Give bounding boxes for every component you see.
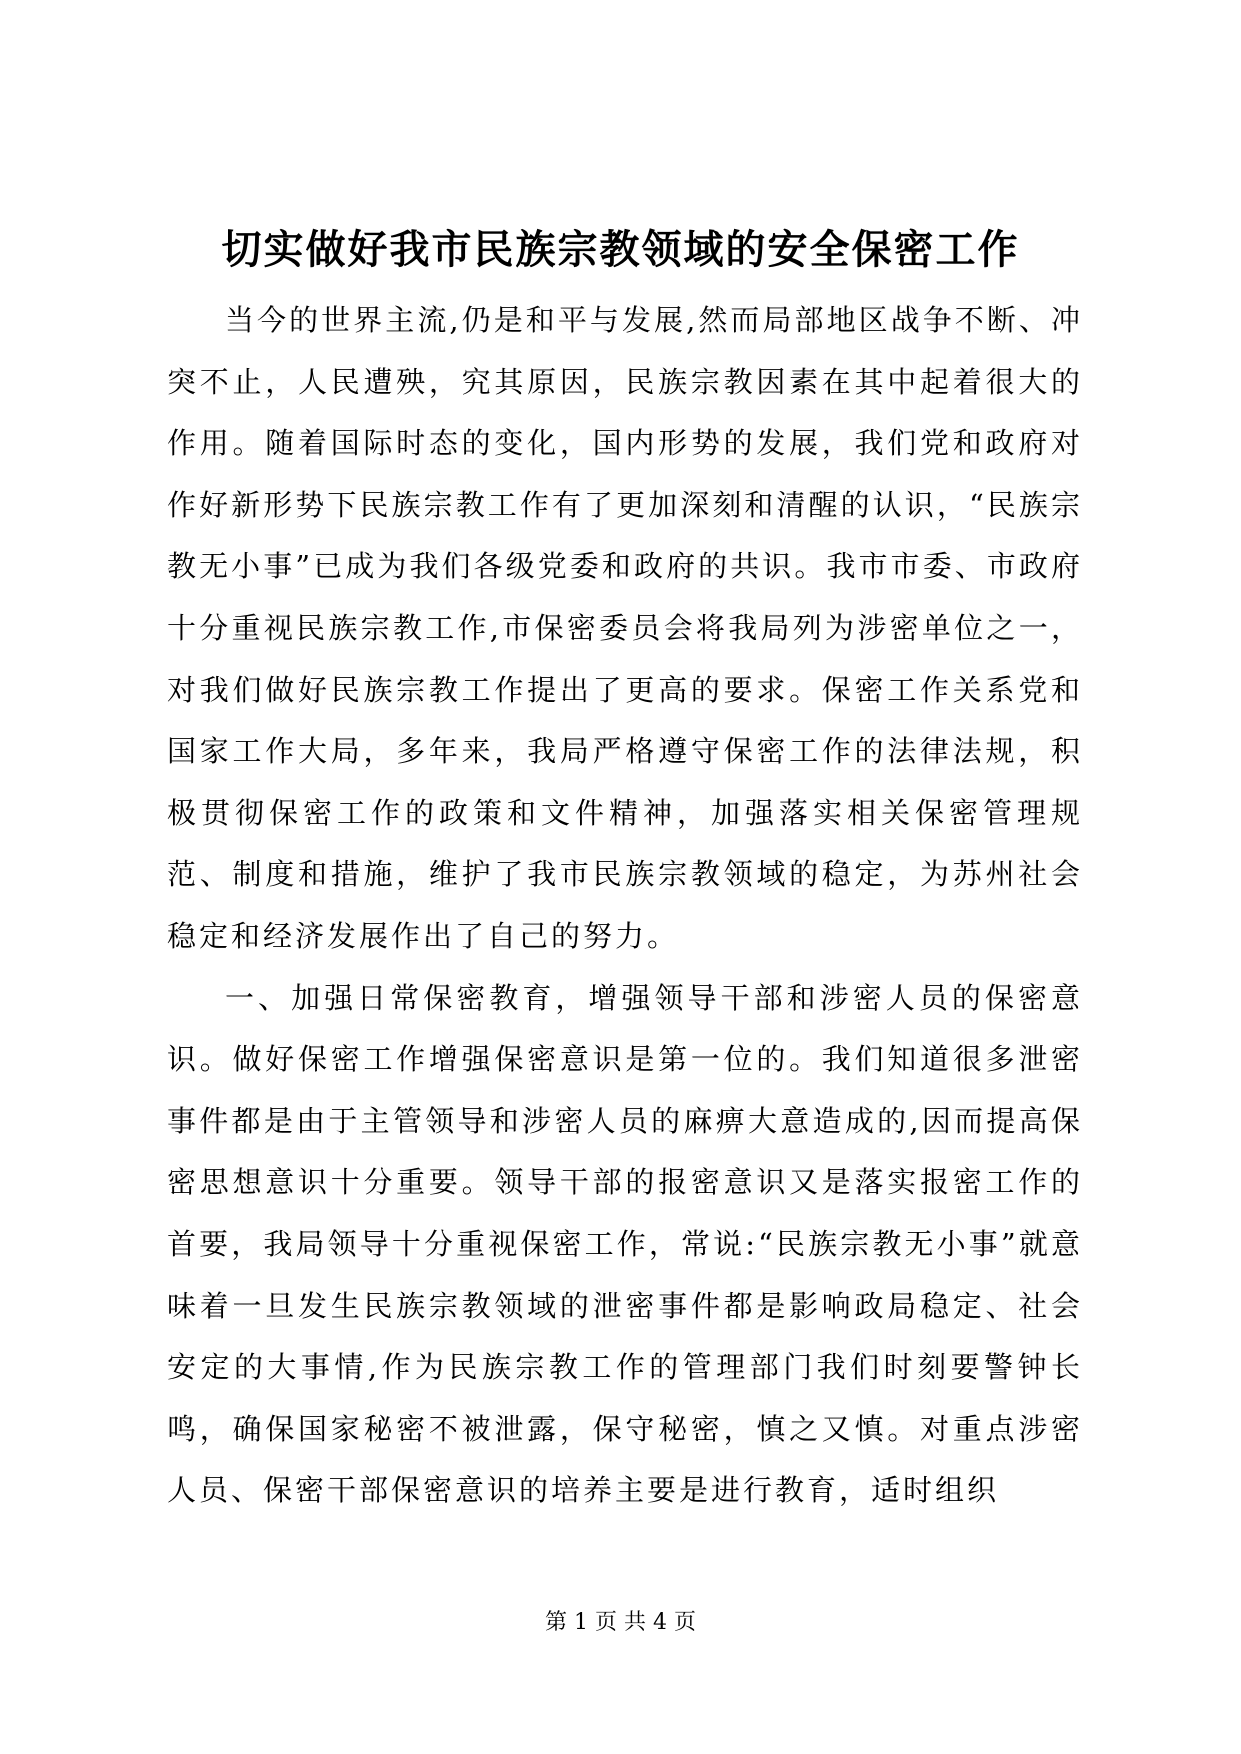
body-paragraph-2: 一、加强日常保密教育，增强领导干部和涉密人员的保密意识。做好保密工作增强保密意识是第一位的。我们知道很多泄密事件都是由于主管领导和涉密人员的麻痹大意造成的,因而提高保密思想意识十分重要。领导干部的报密意识又是落实报密工作的首要，我局领导十分重视保密工作，常说:“民族宗教无小事”就意味着一旦发生民族宗教领域的泄密事件都是影响政局稳定、社会安定的大事情,作为民族宗教工作的管理部门我们时刻要警钟长鸣，确保国家秘密不被泄露，保守秘密，慎之又慎。对重点涉密人员、保密干部保密意识的培养主要是进行教育，适时组织 bbox=[167, 980, 1083, 1508]
document-body bbox=[167, 290, 1083, 1522]
body-paragraph-1: 当今的世界主流,仍是和平与发展,然而局部地区战争不断、冲突不止，人民遭殃，究其原因，民族宗教因素在其中起着很大的作用。随着国际时态的变化，国内形势的发展，我们党和政府对作好新形势下民族宗教工作有了更加深刻和清醒的认识，“民族宗教无小事”已成为我们各级党委和政府的共识。我市市委、市政府十分重视民族宗教工作,市保密委员会将我局列为涉密单位之一，对我们做好民族宗教工作提出了更高的要求。保密工作关系党和国家工作大局，多年来，我局严格遵守保密工作的法律法规，积极贯彻保密工作的政策和文件精神，加强落实相关保密管理规范、制度和措施，维护了我市民族宗教领域的稳定，为苏州社会稳定和经济发展作出了自己的努力。 bbox=[167, 303, 1083, 953]
document-title: 切实做好我市民族宗教领域的安全保密工作 bbox=[221, 226, 1020, 273]
page-footer: 第 1 页 共 4 页 bbox=[545, 1610, 696, 1635]
